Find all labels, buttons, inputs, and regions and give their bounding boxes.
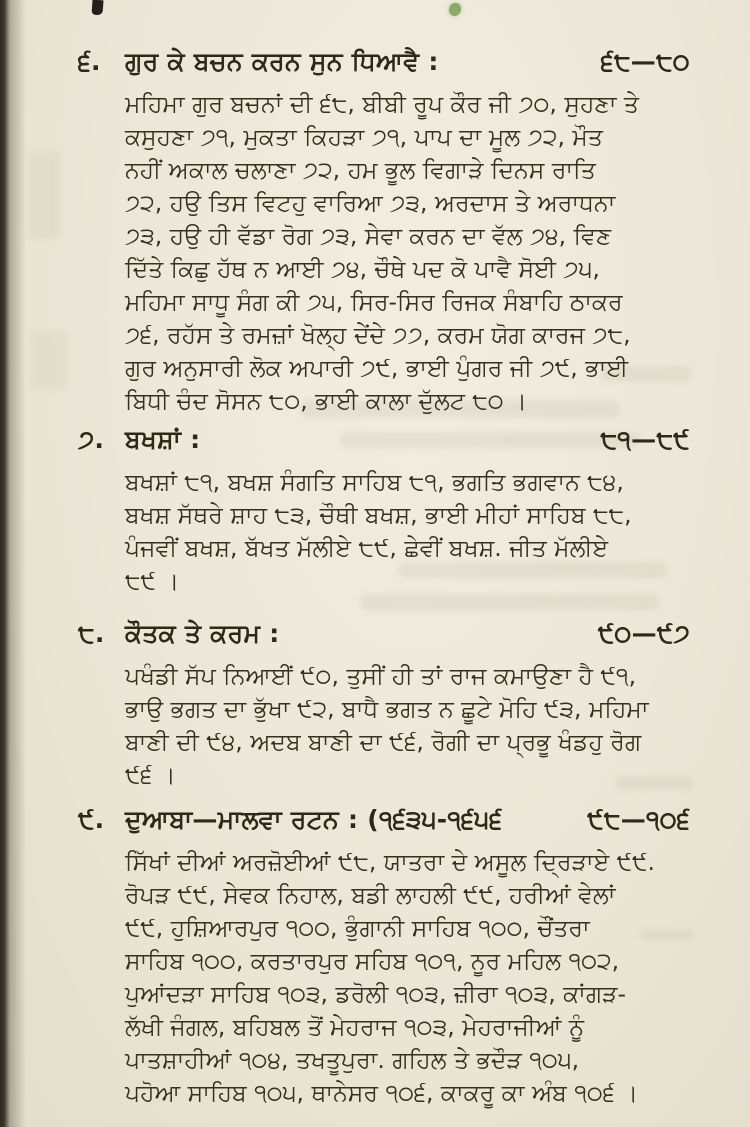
section-title: ਬਖਸ਼ਾਂ : [125,425,201,454]
section-number: ੯. [78,805,105,834]
toc-line: ਦਿੱਤੇ ਕਿਛੁ ਹੱਥ ਨ ਆਈ ੭੪, ਚੌਥੇ ਪਦ ਕੋ ਪਾਵੈ ਸੋਈ ੭੫, [125,255,600,283]
section-title: ਗੁਰ ਕੇ ਬਚਨ ਕਰਨ ਸੁਨ ਧਿਆਵੈ : [125,47,439,76]
section-body [125,88,690,418]
section-page-range: ੯੦—੯੭ [597,619,690,648]
toc-section-8 [78,618,690,792]
toc-section-9 [78,804,690,1110]
section-page-range: ੯੮—੧੦੬ [587,805,690,834]
toc-line: ਲੱਖੀ ਜੰਗਲ, ਬਹਿਬਲ ਤੋਂ ਮੇਹਰਾਜ ੧੦੩, ਮੇਹਰਾਜੀਆਂ ਨੂੰ [125,1013,585,1041]
toc-line: ੭੨, ਹਉ ਤਿਸ ਵਿਟਹੁ ਵਾਰਿਆ ੭੩, ਅਰਦਾਸ ਤੇ ਅਰਾਧਨਾ [125,189,616,217]
toc-section-7 [78,424,690,598]
section-heading [78,46,690,78]
toc-line: ਭਾਉ ਭਗਤ ਦਾ ਭੁੱਖਾ ੯੨, ਬਾਧੈ ਭਗਤ ਨ ਛੂਟੇ ਮੋਹਿ ੯੩, ਮਹਿਮਾ [125,695,649,723]
toc-line: ਕਸੁਹਣਾ ੭੧, ਮੁਕਤਾ ਕਿਹੜਾ ੭੧, ਪਾਪ ਦਾ ਮੂਲ ੭੨, ਮੌਤ [125,123,603,151]
toc-line: ੯੯, ਹੁਸ਼ਿਆਰਪੁਰ ੧੦੦, ਭੁੰਗਾਨੀ ਸਾਹਿਬ ੧੦੦, ਚੌਂਤਰਾ [125,914,590,942]
book-gutter-shadow [0,0,26,1127]
section-heading [78,618,690,650]
page-edge-tear-mark [91,0,103,15]
toc-line: ੯੬ । [125,761,176,789]
section-title: ਦੁਆਬਾ—ਮਾਲਵਾ ਰਟਨ : (੧੬੩੫-੧੬੫੬ [125,805,503,834]
section-body [125,660,690,792]
toc-line: ਸਿੱਖਾਂ ਦੀਆਂ ਅਰਜ਼ੋਈਆਂ ੯੮, ਯਾਤਰਾ ਦੇ ਅਸੂਲ ਦ੍ਰਿੜਾਏ ੯੯. [125,848,655,876]
toc-line: ਬਖਸ਼ ਸੱਥਰੇ ਸ਼ਾਹ ੮੩, ਚੌਥੀ ਬਖਸ਼, ਭਾਈ ਮੀਹਾਂ ਸਾਹਿਬ ੮੮, [125,501,632,529]
toc-line: ਪਾਤਸ਼ਾਹੀਆਂ ੧੦੪, ਤਖਤੂਪੁਰਾ. ਗਹਿਲ ਤੇ ਭਦੌੜ ੧੦੫, [125,1046,580,1074]
section-body [125,846,690,1110]
toc-line: ਪੁਆਂਦੜਾ ਸਾਹਿਬ ੧੦੩, ਡਰੋਲੀ ੧੦੩, ਜ਼ੀਰਾ ੧੦੩, ਕਾਂਗੜ- [125,980,627,1008]
section-heading [78,804,690,836]
toc-line: ਸਾਹਿਬ ੧੦੦, ਕਰਤਾਰਪੁਰ ਸਹਿਬ ੧੦੧, ਨੂਰ ਮਹਿਲ ੧੦੨, [125,947,620,975]
section-number: ੬. [78,47,101,76]
toc-line: ਰੋਪੜ ੯੯, ਸੇਵਕ ਨਿਹਾਲ, ਬਡੀ ਲਾਹਲੀ ੯੯, ਹਰੀਆਂ ਵੇਲਾਂ [125,881,616,909]
toc-line: ਪੰਜਵੀਂ ਬਖਸ਼, ਬੱਖਤ ਮੱਲੀਏ ੮੯, ਛੇਵੀਂ ਬਖਸ਼. ਜੀਤ ਮੱਲੀਏ [125,534,609,562]
toc-line: ਪਹੋਆ ਸਾਹਿਬ ੧੦੫, ਥਾਨੇਸਰ ੧੦੬, ਕਾਕਰੂ ਕਾ ਅੰਬ ੧੦੬ । [125,1079,639,1107]
toc-line: ਗੁਰ ਅਨੁਸਾਰੀ ਲੋਕ ਅਪਾਰੀ ੭੯, ਭਾਈ ਪੁੰਗਰ ਜੀ ੭੯, ਭਾਈ [125,354,629,382]
toc-line: ਮਹਿਮਾ ਗੁਰ ਬਚਨਾਂ ਦੀ ੬੮, ਬੀਬੀ ਰੂਪ ਕੌਰ ਜੀ ੭੦, ਸੁਹਣਾ ਤੇ [125,90,639,118]
section-number: ੮. [78,619,105,648]
toc-line: ੭੬, ਰਹੱਸ ਤੇ ਰਮਜ਼ਾਂ ਖੋਲ੍ਹ ਦੇਂਦੇ ੭੭, ਕਰਮ ਯੋਗ ਕਾਰਜ ੭੮, [125,321,631,349]
toc-line: ੭੩, ਹਉ ਹੀ ਵੱਡਾ ਰੋਗ ੭੩, ਸੇਵਾ ਕਰਨ ਦਾ ਵੱਲ ੭੪, ਵਿਣ [125,222,612,250]
section-body [125,466,690,598]
toc-line: ਬਾਣੀ ਦੀ ੯੪, ਅਦਬ ਬਾਣੀ ਦਾ ੯੬, ਰੋਗੀ ਦਾ ਪ੍ਰਭੂ ਖੰਡਹੁ ਰੋਗ [125,728,642,756]
toc-line: ਮਹਿਮਾ ਸਾਧੂ ਸੰਗ ਕੀ ੭੫, ਸਿਰ-ਸਿਰ ਰਿਜਕ ਸੰਬਾਹਿ ਠਾਕਰ [125,288,623,316]
toc-section-6 [78,46,690,418]
toc-line: ਪਖੰਡੀ ਸੱਪ ਨਿਆਈਂ ੯੦, ਤੁਸੀਂ ਹੀ ਤਾਂ ਰਾਜ ਕਮਾਉਣਾ ਹੈ ੯੧, [125,662,637,690]
bleedthrough-smudge [28,150,62,240]
section-number: ੭. [78,425,105,454]
bleedthrough-smudge [30,330,68,390]
section-heading [78,424,690,456]
section-title: ਕੌਤਕ ਤੇ ਕਰਮ : [125,619,280,648]
section-page-range: ੮੧—੮੯ [600,425,690,454]
toc-line: ਨਹੀਂ ਅਕਾਲ ਚਲਾਣਾ ੭੨, ਹਮ ਭੂਲ ਵਿਗਾੜੇ ਦਿਨਸ ਰਾਤਿ [125,156,596,184]
toc-line: ਬਖਸ਼ਾਂ ੮੧, ਬਖਸ਼ ਸੰਗਤਿ ਸਾਹਿਬ ੮੧, ਭਗਤਿ ਭਗਵਾਨ ੮੪, [125,468,624,496]
toc-line: ਬਿਧੀ ਚੰਦ ਸੋਸਨ ੮੦, ਭਾਈ ਕਾਲਾ ਦੁੱਲਟ ੮੦ । [125,387,528,415]
toc-line: ੮੯ । [125,567,180,595]
section-page-range: ੬੮—੮੦ [600,47,690,76]
